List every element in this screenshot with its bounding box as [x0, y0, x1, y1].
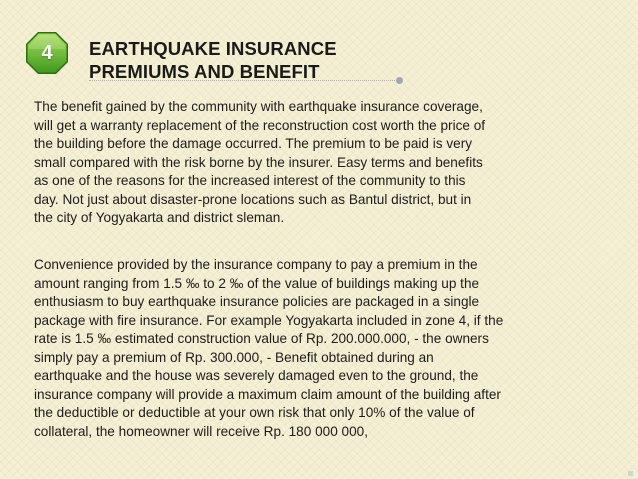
- text-line: amount ranging from 1.5 ‰ to 2 ‰ of the value of buildings making up the: [34, 275, 480, 291]
- slide-title-line: EARTHQUAKE INSURANCE: [89, 38, 337, 59]
- text-line: the building before the damage occurred. The premium to be paid is very: [34, 136, 473, 151]
- text-line: will get a warranty replacement of the reconstruction cost worth the price of: [34, 117, 486, 133]
- text-line: the city of Yogyakarta and district sleman.: [34, 210, 285, 225]
- text-line: simply pay a premium of Rp. 300.000, - Benefit obtained during an: [34, 349, 434, 365]
- text-line: the deductible or deductible at your own risk that only 10% of the value of: [34, 405, 475, 420]
- slide-number: 4: [41, 42, 53, 64]
- paragraph-premium: [34, 256, 620, 441]
- slide-title-line: PREMIUMS AND BENEFIT: [89, 61, 320, 82]
- text-line: The benefit gained by the community with earthquake insurance coverage,: [34, 99, 483, 114]
- text-line: Convenience provided by the insurance company to pay a premium in the: [34, 257, 478, 272]
- text-line: package with fire insurance. For example Yogyakarta included in zone 4, if the: [34, 312, 504, 328]
- text-line: insurance company will provide a maximum claim amount of the building after: [34, 386, 501, 402]
- text-line: small compared with the risk borne by the insurer. Easy terms and benefits: [34, 154, 483, 170]
- title-divider-dot: [396, 77, 403, 84]
- corner-marker: [628, 471, 633, 476]
- slide-number-badge: [25, 31, 69, 75]
- text-line: enthusiasm to buy earthquake insurance policies are packaged in a single: [34, 294, 480, 309]
- text-line: earthquake and the house was severely damaged even to the ground, the: [34, 368, 479, 383]
- text-line: as one of the reasons for the increased interest of the community to this: [34, 173, 466, 188]
- slide-title: [89, 37, 409, 83]
- text-line: rate is 1.5 ‰ estimated construction value of Rp. 200.000.000, - the owners: [34, 331, 489, 346]
- text-line: collateral, the homeowner will receive Rp. 180 000 000,: [34, 423, 368, 439]
- text-line: day. Not just about disaster-prone locations such as Bantul district, but in: [34, 191, 472, 207]
- title-divider: [89, 80, 397, 81]
- paragraph-benefit: [34, 98, 620, 228]
